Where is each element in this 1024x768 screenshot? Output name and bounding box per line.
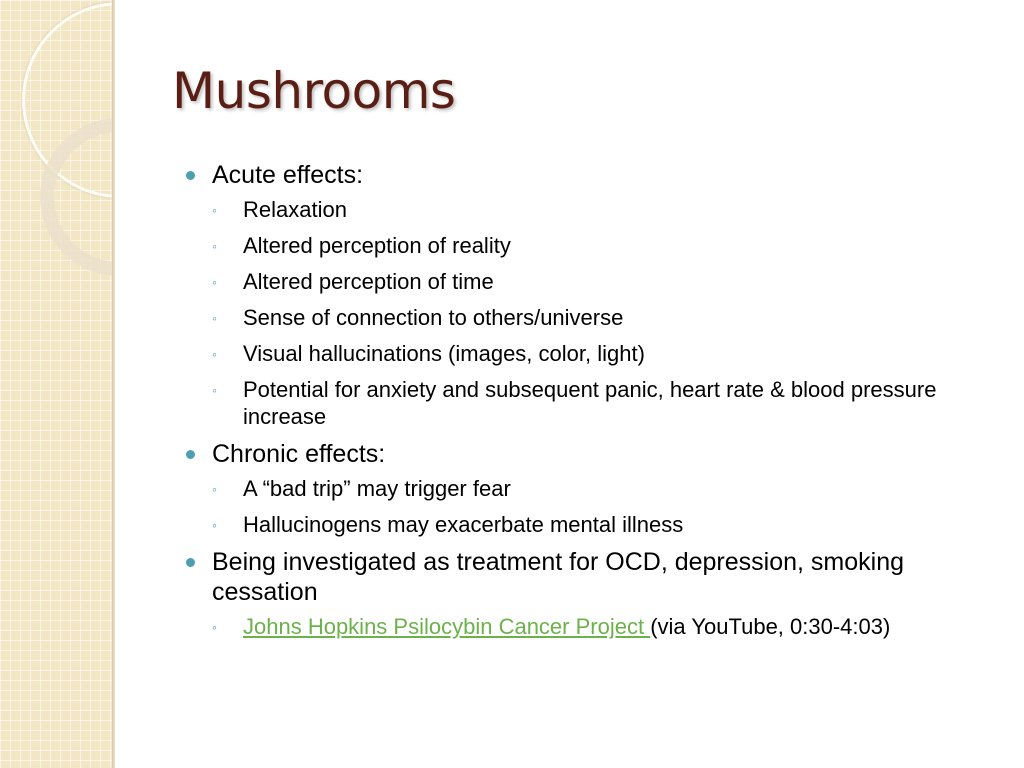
sub-bullet-item — [212, 304, 986, 331]
ring-bullet-icon: ◦ — [212, 310, 217, 326]
bullet-chronic-effects — [186, 439, 986, 538]
ring-bullet-icon: ◦ — [212, 481, 217, 497]
sub-bullet-item — [212, 340, 986, 367]
bullet-dot-icon — [186, 171, 195, 180]
sub-bullet-text: Altered perception of time — [243, 269, 494, 294]
sub-bullet-text: Hallucinogens may exacerbate mental illness — [243, 512, 684, 537]
sub-bullet-item — [212, 376, 986, 430]
ring-bullet-icon: ◦ — [212, 346, 217, 362]
sub-bullet-text: A “bad trip” may trigger fear — [243, 476, 511, 501]
slide-content — [186, 160, 986, 649]
sub-bullet-list — [212, 613, 986, 640]
ring-bullet-icon: ◦ — [212, 619, 217, 635]
ring-bullet-icon: ◦ — [212, 382, 217, 398]
sub-bullet-item — [212, 232, 986, 259]
sub-bullet-list — [212, 196, 986, 430]
sub-bullet-text: Relaxation — [243, 197, 347, 222]
sub-bullet-text: Sense of connection to others/universe — [243, 305, 624, 330]
link-suffix: (via YouTube, 0:30-4:03) — [650, 614, 891, 639]
sub-bullet-item — [212, 268, 986, 295]
ring-bullet-icon: ◦ — [212, 238, 217, 254]
bullet-dot-icon — [186, 450, 195, 459]
bullet-investigated-treatment — [186, 547, 986, 640]
sub-bullet-text: Altered perception of reality — [243, 233, 511, 258]
bullet-text: Acute effects: — [212, 161, 364, 189]
sub-bullet-item — [212, 196, 986, 223]
bullet-list — [186, 160, 986, 640]
bullet-text: Chronic effects: — [212, 440, 386, 468]
sub-bullet-item — [212, 475, 986, 502]
decorative-side-strip — [0, 0, 112, 768]
johns-hopkins-video-link[interactable]: Johns Hopkins Psilocybin Cancer Project — [243, 614, 651, 639]
bullet-text: Being investigated as treatment for OCD, depression, smoking cessation — [212, 548, 905, 606]
sub-bullet-list — [212, 475, 986, 538]
sub-bullet-text: Visual hallucinations (images, color, light) — [243, 341, 645, 366]
sub-bullet-item — [212, 613, 986, 640]
side-strip-edge — [112, 0, 115, 768]
ring-bullet-icon: ◦ — [212, 517, 217, 533]
bullet-dot-icon — [186, 558, 195, 567]
sub-bullet-item — [212, 511, 986, 538]
ring-bullet-icon: ◦ — [212, 202, 217, 218]
bullet-acute-effects — [186, 160, 986, 430]
ring-bullet-icon: ◦ — [212, 274, 217, 290]
sub-bullet-text: Potential for anxiety and subsequent panic, heart rate & blood pressure increase — [243, 377, 937, 429]
slide-title: Mushrooms — [172, 62, 456, 120]
